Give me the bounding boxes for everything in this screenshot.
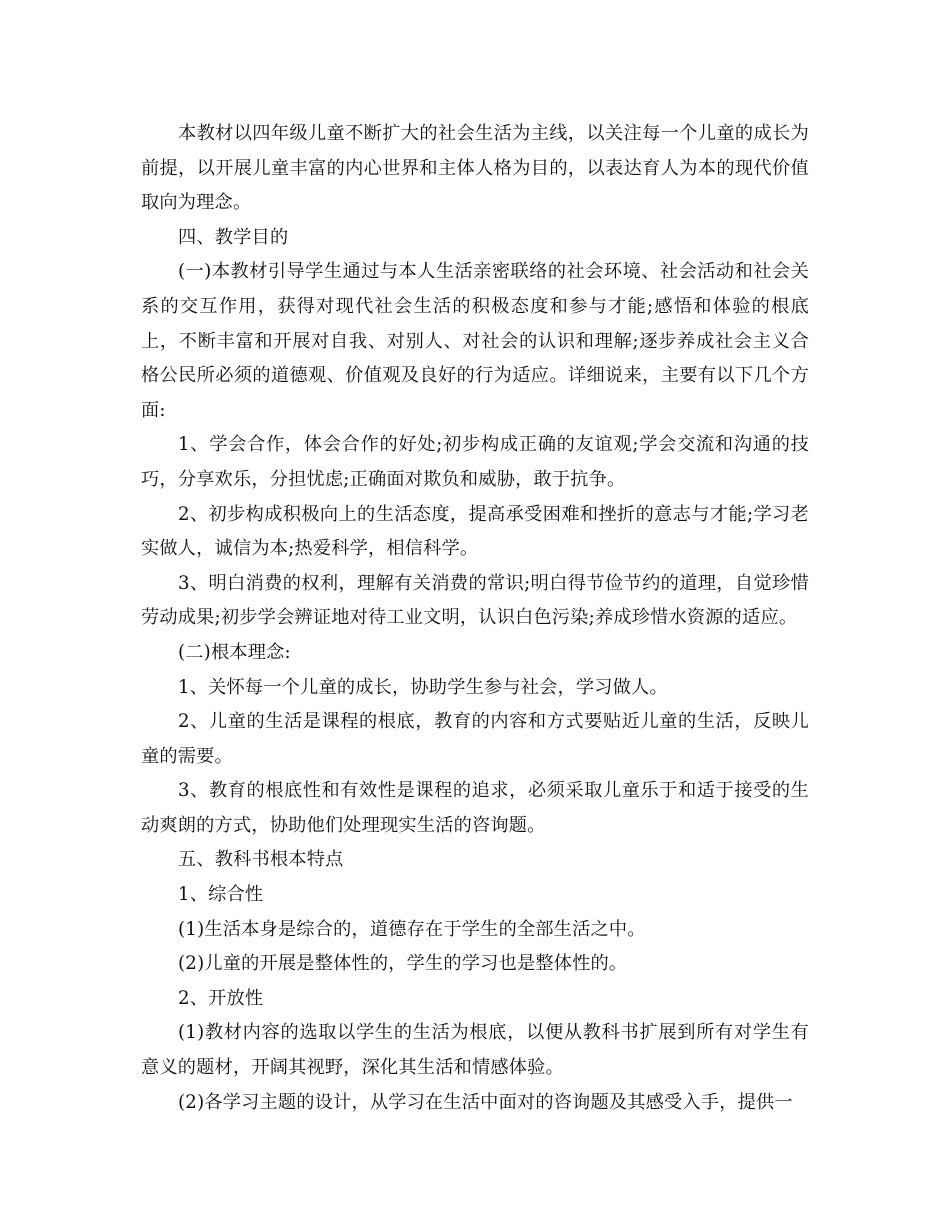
paragraph-goal-1: (一)本教材引导学生通过与本人生活亲密联络的社会环境、社会活动和社会关系的交互作用，获得对现代社会生活的积极态度和参与才能;感悟和体验的根底上，不断丰富和开展对自我、对别人、对社会的认识和理解;逐步养成社会主义合格公民所必须的道德观、价值观及良好的行为适应。详细说来，主要有以下几个方面: <box>141 261 809 421</box>
list-item-openness-2: (2)各学习主题的设计，从学习在生活中面对的咨询题及其感受入手，提供一 <box>178 1091 793 1113</box>
heading-textbook-features: 五、教科书根本特点 <box>178 849 344 871</box>
list-item-goal-2: 2、初步构成积极向上的生活态度，提高承受困难和挫折的意志与才能;学习老实做人，诚信为本;热爱科学，相信科学。 <box>141 503 809 560</box>
paragraph-intro: 本教材以四年级儿童不断扩大的社会生活为主线，以关注每一个儿童的成长为前提，以开展儿童丰富的内心世界和主体人格为目的，以表达育人为本的现代价值取向为理念。 <box>141 123 809 214</box>
list-item-concept-3: 3、教育的根底性和有效性是课程的追求，必须采取儿童乐于和适于接受的生动爽朗的方式，协助他们处理现实生活的咨询题。 <box>141 780 809 836</box>
subheading-comprehensive: 1、综合性 <box>178 884 264 906</box>
list-item-openness-1: (1)教材内容的选取以学生的生活为根底，以便从教科书扩展到所有对学生有意义的题材，开阔其视野，深化其生活和情感体验。 <box>141 1022 809 1079</box>
heading-teaching-goals: 四、教学目的 <box>178 226 289 248</box>
list-item-comprehensive-1: (1)生活本身是综合的，道德存在于学生的全部生活之中。 <box>178 918 646 940</box>
list-item-goal-1: 1、学会合作，体会合作的好处;初步构成正确的友谊观;学会交流和沟通的技巧，分享欢乐，分担忧虑;正确面对欺负和威胁，敢于抗争。 <box>141 434 809 490</box>
list-item-concept-1: 1、关怀每一个儿童的成长，协助学生参与社会，学习做人。 <box>178 676 668 698</box>
subheading-openness: 2、开放性 <box>178 987 264 1009</box>
list-item-concept-2: 2、儿童的生活是课程的根底，教育的内容和方式要贴近儿童的生活，反映儿童的需要。 <box>141 711 809 767</box>
list-item-comprehensive-2: (2)儿童的开展是整体性的，学生的学习也是整体性的。 <box>178 953 628 975</box>
heading-basic-concepts: (二)根本理念: <box>178 641 291 663</box>
list-item-goal-3: 3、明白消费的权利，理解有关消费的常识;明白得节俭节约的道理，自觉珍惜劳动成果;初步学会辨证地对待工业文明，认识白色污染;养成珍惜水资源的适应。 <box>141 572 809 629</box>
document-body <box>141 117 809 1120</box>
